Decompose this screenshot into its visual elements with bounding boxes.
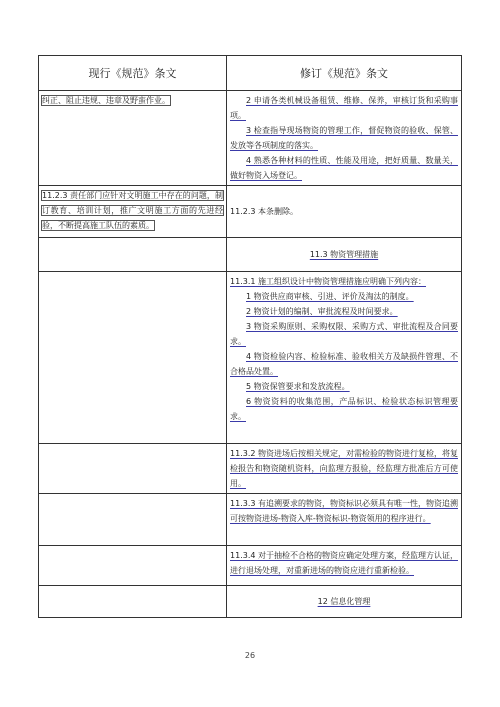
revised-clause-text: 11.3.2 物资进场后按相关规定，对需检验的物资进行复检，将复检报告和物资随机资料，向监理方报验，经监理方批准后方可使用。 bbox=[230, 449, 458, 488]
section-title: 11.3 物资管理措施 bbox=[309, 250, 379, 259]
revised-clause-text: 11.2.3 本条删除。 bbox=[230, 207, 298, 216]
current-clause-cell bbox=[39, 546, 227, 586]
current-clause-cell bbox=[39, 272, 227, 444]
section-title-cell bbox=[227, 586, 462, 618]
current-clause-cell bbox=[39, 238, 227, 272]
page-number: 26 bbox=[244, 651, 256, 660]
current-clause-cell bbox=[39, 186, 227, 238]
revised-clause-text: 11.3.4 对于抽检不合格的物资应确定处理方案，经监理方认证，进行退场处理，对重新进场的物资应进行重新检验。 bbox=[230, 551, 458, 575]
table-row bbox=[39, 586, 462, 618]
section-title: 12 信息化管理 bbox=[317, 597, 371, 606]
revised-item: 11.3.1 施工组织设计中物资管理措施应明确下列内容： bbox=[230, 277, 426, 286]
revised-clause-cell bbox=[227, 186, 462, 238]
table-row bbox=[39, 494, 462, 546]
current-clause-cell bbox=[39, 91, 227, 186]
current-clause-cell bbox=[39, 586, 227, 618]
header-revised-clause: 修订《规范》条文 bbox=[227, 56, 462, 91]
revised-item: 3 物资采购原则、采购权限、采购方式、审批流程及合同要求。 bbox=[230, 322, 458, 346]
revised-clause-cell bbox=[227, 444, 462, 494]
revised-item: 4 物资检验内容、检验标准、验收相关方及缺损件管理、不合格品处置。 bbox=[230, 352, 458, 376]
current-clause-text: 11.2.3 责任部门应针对文明施工中存在的问题，制订教育、培训计划，推广文明施工方面的先进经验，不断提高施工队伍的素质。 bbox=[42, 191, 223, 230]
revised-item: 2 申请各类机械设备租赁、维修、保养，审核订货和采购事项。 bbox=[230, 96, 458, 120]
table-row bbox=[39, 444, 462, 494]
revised-item: 6 物资资料的收集范围，产品标识、检验状态标识管理要求。 bbox=[230, 397, 458, 421]
revised-clause-cell bbox=[227, 272, 462, 444]
revised-clause-text: 11.3.3 有追溯要求的物资，物资标识必须具有唯一性，物资追溯可按物资进场-物资入库-物资标识-物资领用的程序进行。 bbox=[230, 499, 458, 523]
table-row bbox=[39, 238, 462, 272]
revised-clause-cell bbox=[227, 546, 462, 586]
revised-clause-cell bbox=[227, 494, 462, 546]
revised-item: 3 检查指导现场物资的管理工作，督促物资的验收、保管、发放等各项制度的落实。 bbox=[230, 126, 458, 150]
revised-clause-cell bbox=[227, 91, 462, 186]
revised-item: 5 物资保管要求和发放流程。 bbox=[246, 382, 350, 391]
table-row bbox=[39, 272, 462, 444]
comparison-table bbox=[38, 55, 462, 618]
revised-item: 4 熟悉各种材料的性质、性能及用途，把好质量、数量关，做好物资入场登记。 bbox=[230, 156, 458, 180]
revised-item: 2 物资计划的编制、审批流程及时间要求。 bbox=[246, 307, 398, 316]
table-header-row bbox=[39, 56, 462, 91]
table-row bbox=[39, 546, 462, 586]
section-title-cell bbox=[227, 238, 462, 272]
header-current-clause: 现行《规范》条文 bbox=[39, 56, 227, 91]
current-clause-text: 纠正、阻止违规、违章及野蛮作业。 bbox=[42, 96, 170, 105]
table-row bbox=[39, 91, 462, 186]
current-clause-cell bbox=[39, 494, 227, 546]
table-row bbox=[39, 186, 462, 238]
current-clause-cell bbox=[39, 444, 227, 494]
revised-item: 1 物资供应商审核、引进、评价及淘汰的制度。 bbox=[246, 292, 414, 301]
